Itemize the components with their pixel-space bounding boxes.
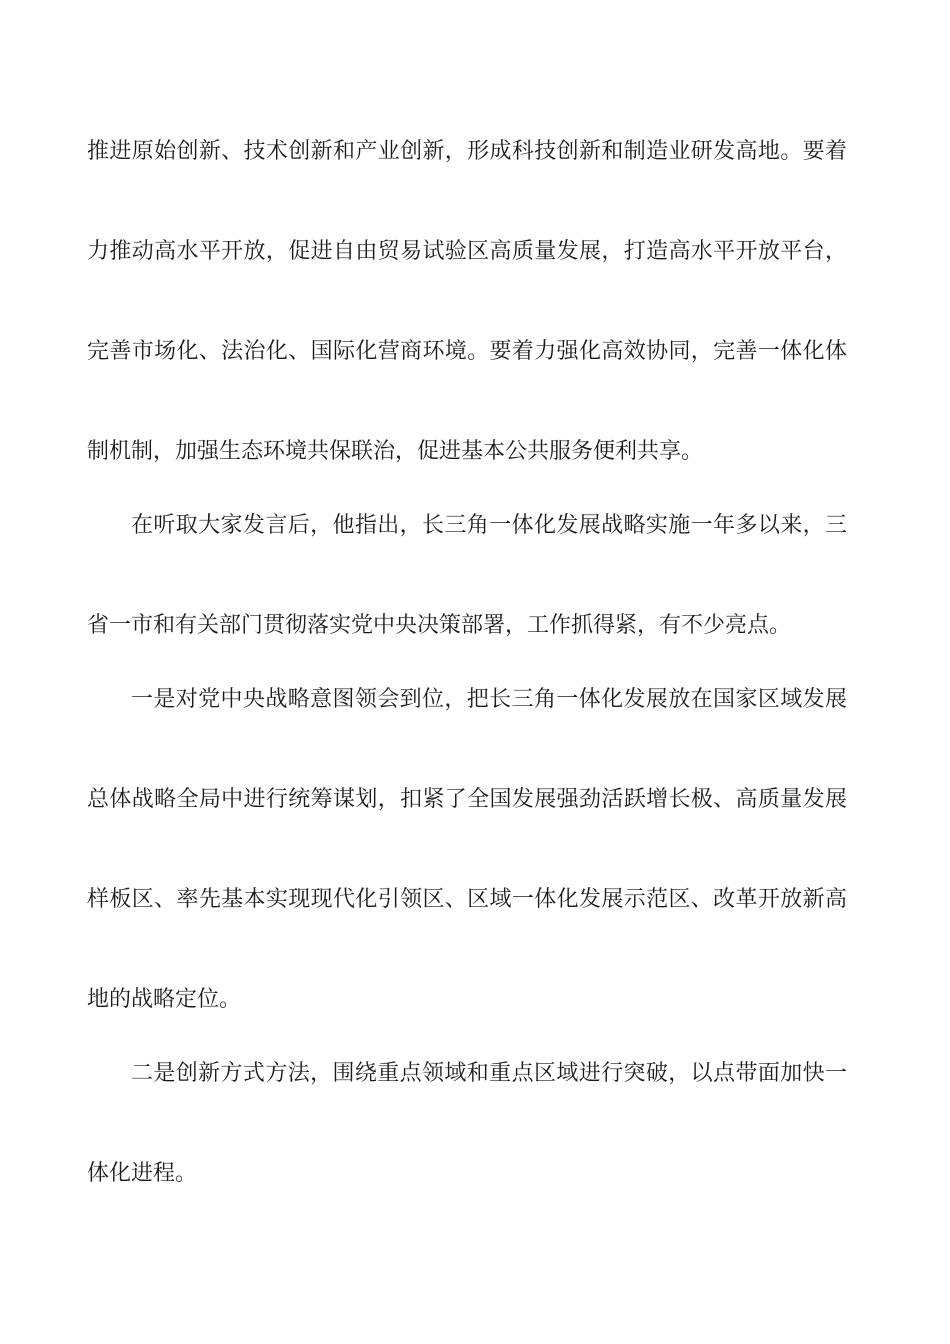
text-line-6: 省一市和有关部门贯彻落实党中央决策部署，工作抓得紧，有不少亮点。 (87, 613, 792, 638)
text-line-8: 总体战略全局中进行统筹谋划，扣紧了全国发展强劲活跃增长极、高质量发展 (87, 787, 847, 812)
text-line-1: 推进原始创新、技术创新和产业创新，形成科技创新和制造业研发高地。要着 (87, 139, 847, 164)
text-line-11: 二是创新方式方法，围绕重点领域和重点区域进行突破，以点带面加快一 (131, 1061, 847, 1086)
text-line-5: 在听取大家发言后，他指出，长三角一体化发展战略实施一年多以来，三 (131, 513, 847, 538)
text-line-2: 力推动高水平开放，促进自由贸易试验区高质量发展，打造高水平开放平台， (87, 239, 847, 264)
text-line-10: 地的战略定位。 (87, 987, 242, 1012)
text-line-7: 一是对党中央战略意图领会到位，把长三角一体化发展放在国家区域发展 (131, 687, 847, 712)
text-line-9: 样板区、率先基本实现现代化引领区、区域一体化发展示范区、改革开放新高 (87, 887, 847, 912)
text-line-3: 完善市场化、法治化、国际化营商环境。要着力强化高效协同，完善一体化体 (87, 339, 847, 364)
text-line-12: 体化进程。 (87, 1161, 198, 1186)
text-line-4: 制机制，加强生态环境共保联治，促进基本公共服务便利共享。 (87, 439, 704, 464)
